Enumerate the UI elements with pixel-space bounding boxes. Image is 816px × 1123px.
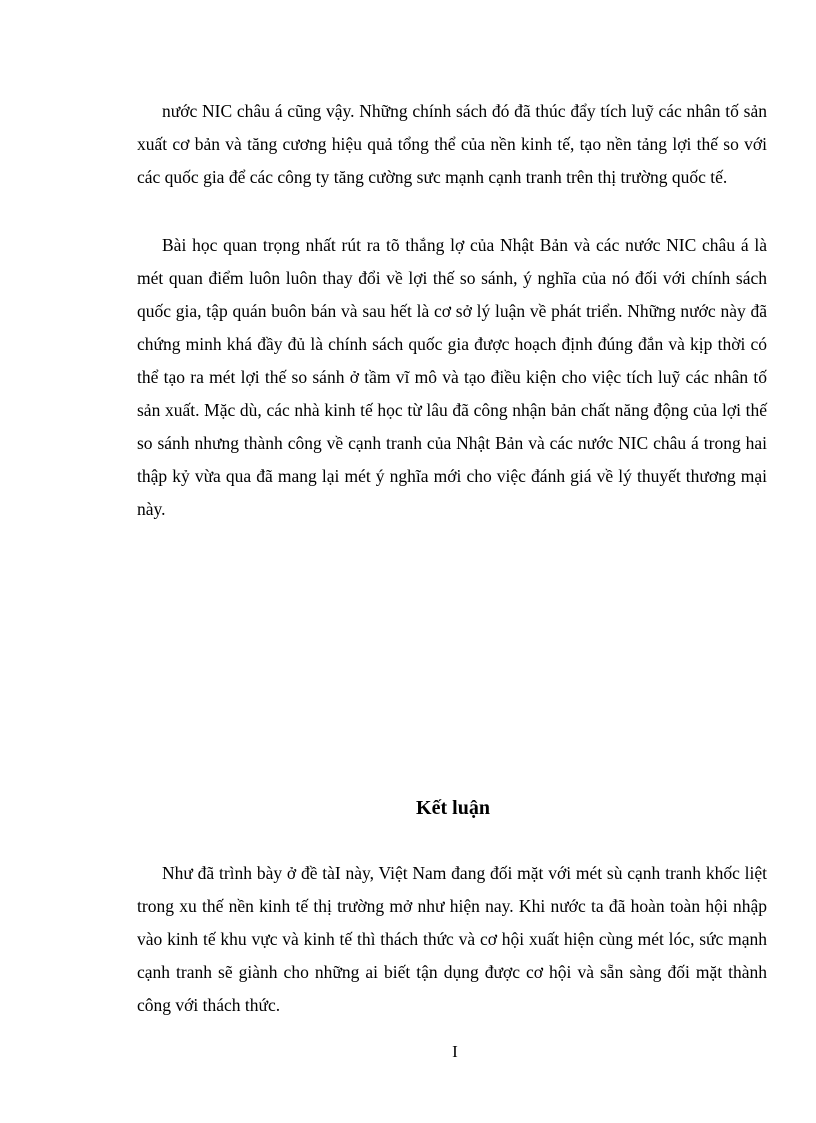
conclusion-heading: Kết luận [416,797,490,819]
body-paragraph-1: nước NIC châu á cũng vậy. Những chính sách đó đã thúc đẩy tích luỹ các nhân tố sản xuất cơ bản và tăng cương hiệu quả tổng thể của nền kinh tế, tạo nền tảng lợi thế so với các quốc gia để các công ty tăng cường sưc mạnh cạnh tranh trên thị trường quốc tế. [137,101,767,187]
page-number: I [452,1042,458,1061]
conclusion-paragraph: Như đã trình bày ở đề tàI này, Việt Nam đang đối mặt với mét sù cạnh tranh khốc liệt trong xu thế nền kinh tế thị trường mở như hiện nay. Khi nước ta đã hoàn toàn hội nhập vào kinh tế khu vực và kinh tế thì thách thức và cơ hội xuất hiện cùng mét lóc, sức mạnh cạnh tranh sẽ giành cho những ai biết tận dụng được cơ hội và sẵn sàng đối mặt thành công với thách thức. [137,863,767,1015]
body-paragraph-2: Bài học quan trọng nhất rút ra tõ thắng lợ của Nhật Bản và các nước NIC châu á là mét quan điểm luôn luôn thay đổi về lợi thế so sánh, ý nghĩa của nó đối với chính sách quốc gia, tập quán buôn bán và sau hết là cơ sở lý luận về phát triển. Những nước này đã chứng minh khá đầy đủ là chính sách quốc gia được hoạch định đúng đắn và kịp thời có thể tạo ra mét lợi thế so sánh ở tầm vĩ mô và tạo điều kiện cho việc tích luỹ các nhân tố sản xuất. Mặc dù, các nhà kinh tế học từ lâu đã công nhận bản chất năng động của lợi thế so sánh nhưng thành công về cạnh tranh của Nhật Bản và các nước NIC châu á trong hai thập kỷ vừa qua đã mang lại mét ý nghĩa mới cho việc đánh giá về lý thuyết thương mại này. [137,235,767,519]
